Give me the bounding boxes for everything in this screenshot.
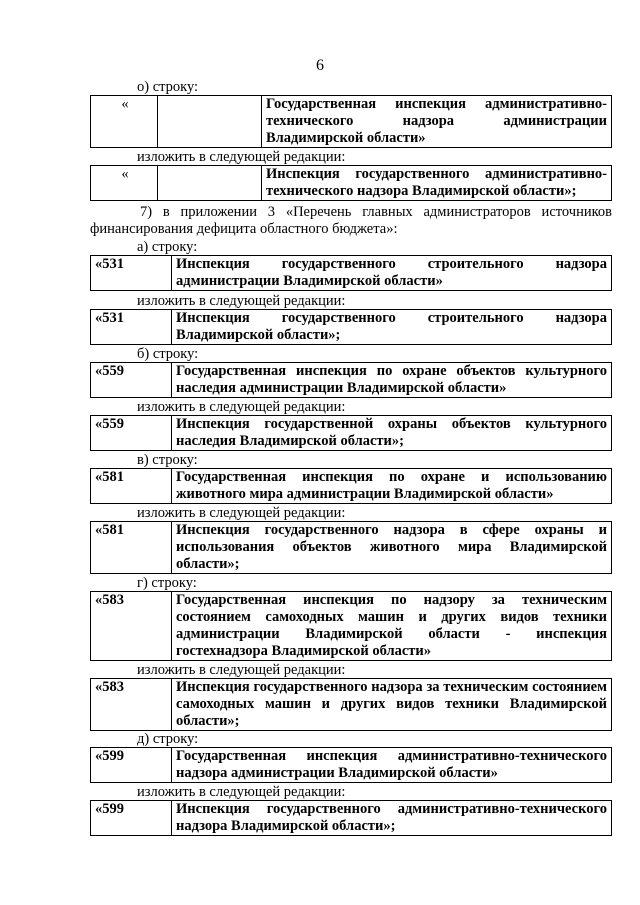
entry-v-old-table	[90, 468, 612, 504]
entry-v-label: в) строку:	[137, 452, 198, 468]
entry-v-new-name: Инспекция государственного надзора в сфере охраны и использования объектов животного мира Владимирской области»;	[172, 522, 612, 574]
entry-b-change-label: изложить в следующей редакции:	[137, 399, 346, 415]
entry-g-new-name: Инспекция государственного надзора за техническим состоянием самоходных машин и других видов техники Владимирской области»;	[172, 679, 612, 731]
entry-v-change-label: изложить в следующей редакции:	[137, 505, 346, 521]
entry-a-old-name: Инспекция государственного строительного надзора администрации Владимирской области»	[172, 256, 612, 291]
item-o-label: о) строку:	[137, 79, 199, 95]
item-o-new-col1: «	[91, 166, 158, 201]
entry-v-old-code: «581	[91, 469, 172, 504]
entry-g-label: г) строку:	[137, 575, 197, 591]
entry-g-old-code: «583	[91, 592, 172, 661]
entry-v-new-code: «581	[91, 522, 172, 574]
entry-b-new-name: Инспекция государственной охраны объектов культурного наследия Владимирской области»;	[172, 416, 612, 451]
entry-d-new-name: Инспекция государственного административно-технического надзора Владимирской области»;	[172, 801, 612, 836]
entry-b-new-table	[90, 415, 612, 451]
entry-d-new-table	[90, 800, 612, 836]
entry-g-new-table	[90, 678, 612, 731]
entry-a-new-name: Инспекция государственного строительного надзора Владимирской области»;	[172, 310, 612, 345]
item-o-new-col2	[158, 166, 262, 201]
item-o-new-name: Инспекция государственного административно-технического надзора Владимирской области»;	[262, 166, 612, 201]
entry-a-old-table	[90, 255, 612, 291]
entry-a-label: а) строку:	[137, 239, 198, 255]
entry-b-old-table	[90, 362, 612, 398]
item-o-old-col2	[158, 96, 262, 148]
entry-g-old-table	[90, 591, 612, 661]
entry-d-label: д) строку:	[137, 731, 199, 747]
entry-b-old-code: «559	[91, 363, 172, 398]
paragraph-7: 7) в приложении 3 «Перечень главных администраторов источников финансирования дефицита областного бюджета»:	[90, 204, 612, 237]
entry-d-old-name: Государственная инспекция административно-технического надзора администрации Владимирской области»	[172, 748, 612, 783]
entry-a-new-table	[90, 309, 612, 345]
entry-v-new-table	[90, 521, 612, 574]
item-o-old-name: Государственная инспекция административно-технического надзора администрации Владимирской области»	[262, 96, 612, 148]
item-o-old-col1: «	[91, 96, 158, 148]
entry-d-old-code: «599	[91, 748, 172, 783]
entry-d-old-table	[90, 747, 612, 783]
item-o-new-table	[90, 165, 612, 201]
entry-b-old-name: Государственная инспекция по охране объектов культурного наследия администрации Владимирской области»	[172, 363, 612, 398]
entry-b-new-code: «559	[91, 416, 172, 451]
page-number: 6	[316, 57, 324, 74]
entry-a-old-code: «531	[91, 256, 172, 291]
entry-g-change-label: изложить в следующей редакции:	[137, 662, 346, 678]
item-o-old-table	[90, 95, 612, 148]
entry-g-old-name: Государственная инспекция по надзору за техническим состоянием самоходных машин и других видов техники администрации Владимирской области - инспекция гостехнадзора Владимирской области»	[172, 592, 612, 661]
entry-g-new-code: «583	[91, 679, 172, 731]
item-o-change-label: изложить в следующей редакции:	[137, 149, 346, 165]
entry-a-change-label: изложить в следующей редакции:	[137, 293, 346, 309]
entry-d-change-label: изложить в следующей редакции:	[137, 784, 346, 800]
entry-b-label: б) строку:	[137, 346, 199, 362]
entry-v-old-name: Государственная инспекция по охране и использованию животного мира администрации Владимирской области»	[172, 469, 612, 504]
entry-a-new-code: «531	[91, 310, 172, 345]
entry-d-new-code: «599	[91, 801, 172, 836]
